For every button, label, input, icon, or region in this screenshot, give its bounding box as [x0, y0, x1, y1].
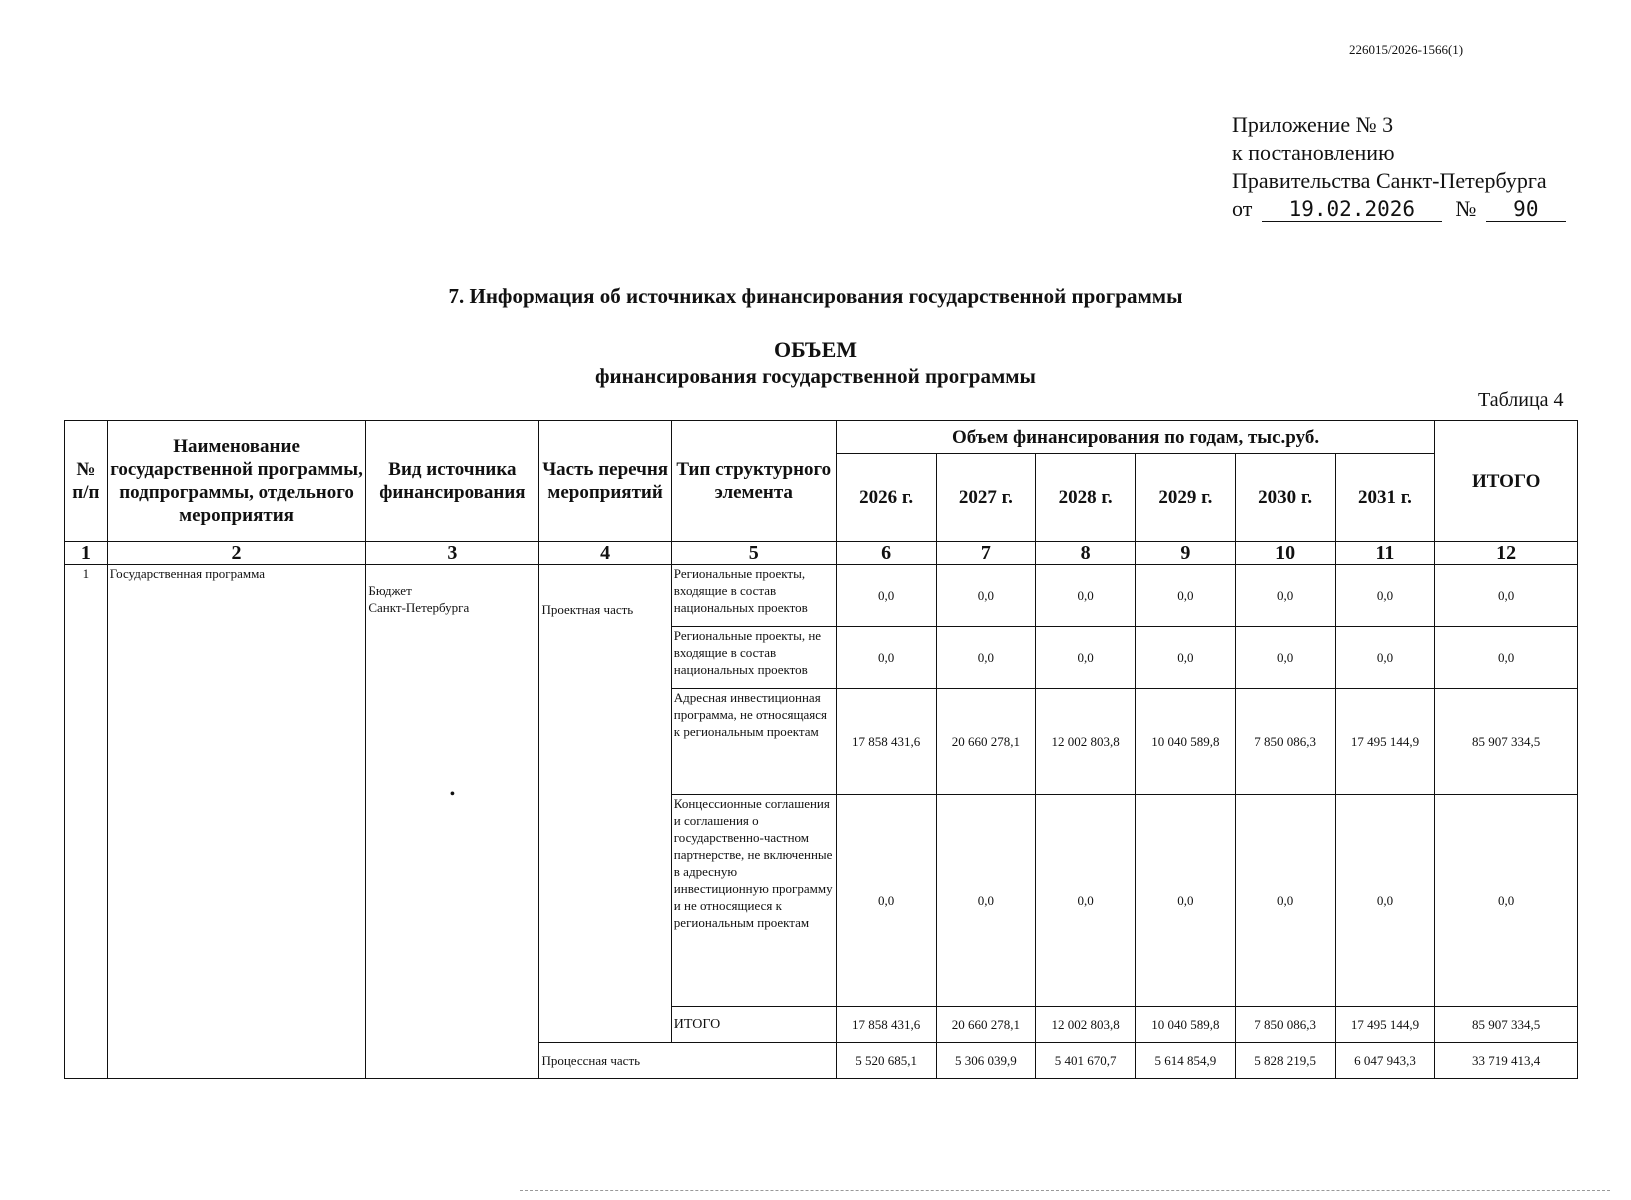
value-cell: 10 040 589,8	[1136, 689, 1236, 795]
value-cell: 6 047 943,3	[1335, 1043, 1435, 1079]
value-cell: 0,0	[1235, 627, 1335, 689]
value-cell: 17 495 144,9	[1335, 1007, 1435, 1043]
value-cell: 20 660 278,1	[936, 689, 1036, 795]
value-cell: 0,0	[836, 565, 936, 627]
column-number: 6	[836, 542, 936, 565]
header-year: 2029 г.	[1136, 454, 1236, 542]
column-number: 8	[1036, 542, 1136, 565]
value-cell: 0,0	[1335, 795, 1435, 1007]
header-part: Часть перечня мероприятий	[539, 421, 671, 542]
value-cell: 5 614 854,9	[1136, 1043, 1236, 1079]
row-total: 85 907 334,5	[1435, 689, 1578, 795]
row-total: 85 907 334,5	[1435, 1007, 1578, 1043]
resolution-date: 19.02.2026	[1262, 197, 1442, 222]
program-name: Государственная программа	[107, 565, 366, 1079]
column-number: 10	[1235, 542, 1335, 565]
column-number: 4	[539, 542, 671, 565]
value-cell: 0,0	[936, 627, 1036, 689]
header-year: 2031 г.	[1335, 454, 1435, 542]
section-title: 7. Информация об источниках финансирования государственной программы	[448, 284, 1183, 308]
value-cell: 0,0	[1136, 795, 1236, 1007]
funding-source	[366, 565, 539, 1079]
column-number: 2	[107, 542, 366, 565]
header-year: 2027 г.	[936, 454, 1036, 542]
resolution-number: 90	[1486, 197, 1566, 222]
value-cell: 0,0	[936, 795, 1036, 1007]
column-number-row	[65, 542, 1578, 565]
value-cell: 7 850 086,3	[1235, 1007, 1335, 1043]
value-cell: 10 040 589,8	[1136, 1007, 1236, 1043]
value-cell: 0,0	[1036, 627, 1136, 689]
value-cell: 0,0	[1235, 795, 1335, 1007]
column-number: 12	[1435, 542, 1578, 565]
funding-source-text: Бюджет Санкт-Петербурга	[368, 583, 470, 615]
row-number: 1	[65, 565, 108, 1079]
value-cell: 0,0	[1036, 565, 1136, 627]
structural-type: Концессионные соглашения и соглашения о государственно-частном партнерстве, не включенные в адресную инвестиционную программу и не относящиеся к региональным проектам	[671, 795, 836, 1007]
column-number: 5	[671, 542, 836, 565]
value-cell: 12 002 803,8	[1036, 689, 1136, 795]
header-type: Тип структурного элемента	[671, 421, 836, 542]
column-number: 9	[1136, 542, 1236, 565]
header-total: ИТОГО	[1435, 421, 1578, 542]
table-row	[65, 565, 1578, 627]
appendix-line-2: к постановлению	[1232, 140, 1395, 165]
value-cell: 5 306 039,9	[936, 1043, 1036, 1079]
row-total: 0,0	[1435, 795, 1578, 1007]
project-part: Проектная часть	[539, 565, 671, 1043]
value-cell: 5 401 670,7	[1036, 1043, 1136, 1079]
dot-mark: •	[449, 786, 456, 803]
from-label: от	[1232, 196, 1253, 221]
value-cell: 0,0	[936, 565, 1036, 627]
header-year: 2030 г.	[1235, 454, 1335, 542]
value-cell: 7 850 086,3	[1235, 689, 1335, 795]
value-cell: 5 520 685,1	[836, 1043, 936, 1079]
value-cell: 0,0	[836, 627, 936, 689]
structural-type: Региональные проекты, не входящие в состав национальных проектов	[671, 627, 836, 689]
row-total: 0,0	[1435, 565, 1578, 627]
value-cell: 17 858 431,6	[836, 689, 936, 795]
header-name: Наименование государственной программы, подпрограммы, отдельного мероприятия	[107, 421, 366, 542]
row-total: 33 719 413,4	[1435, 1043, 1578, 1079]
value-cell: 17 858 431,6	[836, 1007, 936, 1043]
process-part: Процессная часть	[539, 1043, 836, 1079]
column-number: 3	[366, 542, 539, 565]
value-cell: 17 495 144,9	[1335, 689, 1435, 795]
column-number: 1	[65, 542, 108, 565]
appendix-line-3: Правительства Санкт-Петербурга	[1232, 168, 1547, 193]
value-cell: 0,0	[1335, 565, 1435, 627]
structural-type: ИТОГО	[671, 1007, 836, 1043]
table-label: Таблица 4	[1478, 389, 1564, 411]
number-label: №	[1455, 196, 1477, 221]
column-number: 7	[936, 542, 1036, 565]
header-years-group: Объем финансирования по годам, тыс.руб.	[836, 421, 1435, 454]
value-cell: 0,0	[1136, 565, 1236, 627]
page-bottom-line	[520, 1190, 1610, 1191]
value-cell: 5 828 219,5	[1235, 1043, 1335, 1079]
value-cell: 0,0	[1235, 565, 1335, 627]
value-cell: 0,0	[836, 795, 936, 1007]
column-number: 11	[1335, 542, 1435, 565]
appendix-date-line	[1232, 195, 1566, 223]
table-subtitle: финансирования государственной программы	[595, 364, 1036, 388]
header-num: № п/п	[65, 421, 108, 542]
value-cell: 0,0	[1136, 627, 1236, 689]
financing-table	[64, 420, 1578, 1079]
header-source: Вид источника финансирования	[366, 421, 539, 542]
row-total: 0,0	[1435, 627, 1578, 689]
value-cell: 0,0	[1036, 795, 1136, 1007]
structural-type: Региональные проекты, входящие в состав национальных проектов	[671, 565, 836, 627]
table-title: ОБЪЕМ	[773, 337, 858, 362]
value-cell: 20 660 278,1	[936, 1007, 1036, 1043]
structural-type: Адресная инвестиционная программа, не относящаяся к региональным проектам	[671, 689, 836, 795]
value-cell: 0,0	[1335, 627, 1435, 689]
appendix-line-1: Приложение № 3	[1232, 112, 1394, 137]
header-year: 2026 г.	[836, 454, 936, 542]
document-number: 226015/2026-1566(1)	[1349, 42, 1464, 57]
appendix-block	[1232, 111, 1566, 223]
value-cell: 12 002 803,8	[1036, 1007, 1136, 1043]
header-year: 2028 г.	[1036, 454, 1136, 542]
